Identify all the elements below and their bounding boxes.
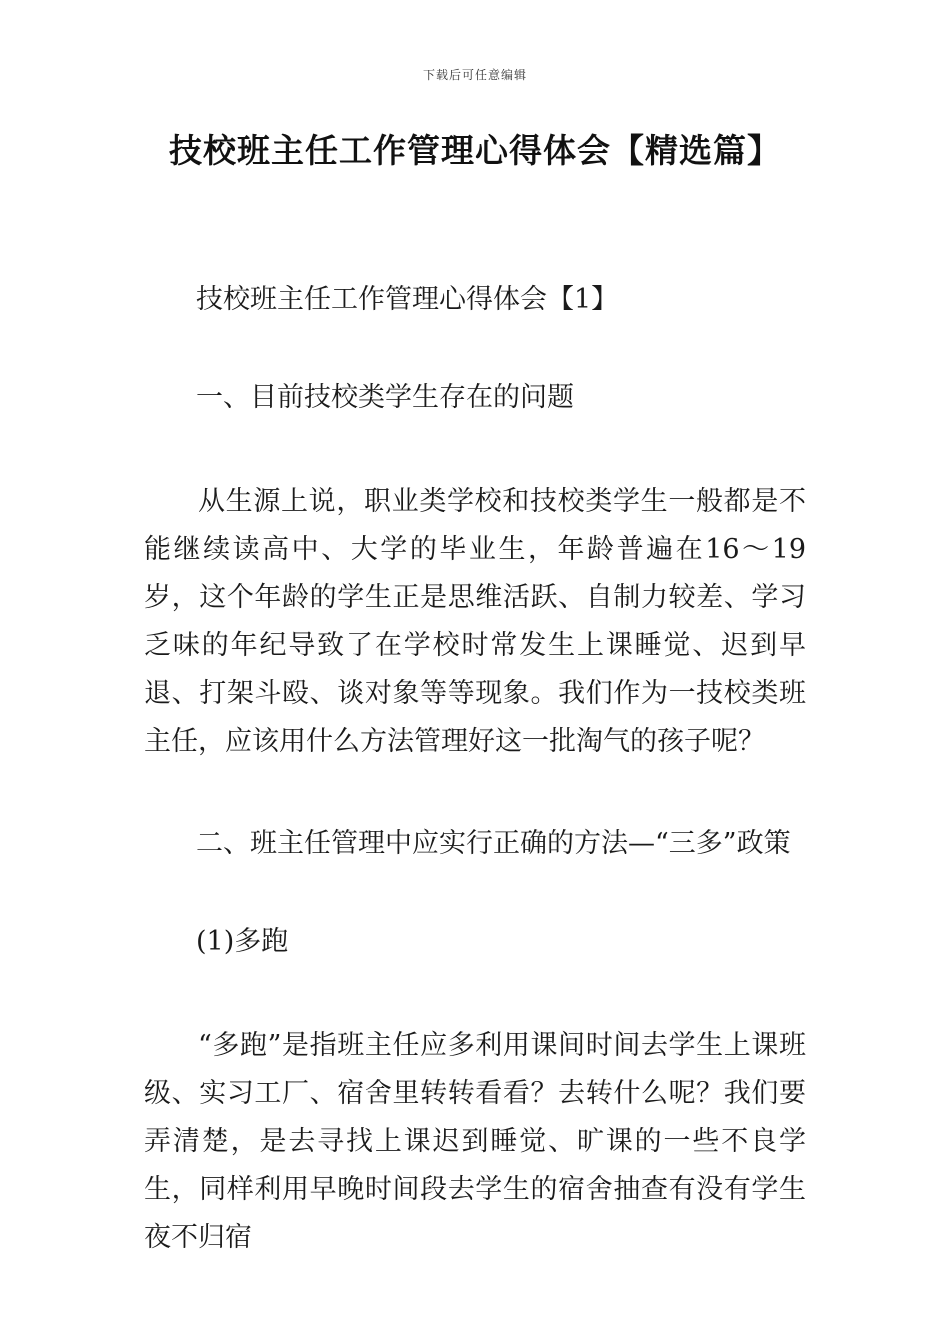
section-heading-2: 二、班主任管理中应实行正确的方法—“三多”政策 [196, 828, 791, 859]
subtitle: 技校班主任工作管理心得体会【1】 [196, 284, 619, 315]
item-heading-1: (1)多跑 [196, 926, 289, 957]
paragraph-2: “多跑”是指班主任应多利用课间时间去学生上课班级、实习工厂、宿舍里转转看看？去转什么呢？我们要弄清楚，是去寻找上课迟到睡觉、旷课的一些不良学生，同样利用早晚时间段去学生的宿舍抽查有没有学生夜不归宿 [144, 1030, 806, 1253]
section-heading-1: 一、目前技校类学生存在的问题 [196, 382, 574, 413]
document-title: 技校班主任工作管理心得体会【精选篇】 [169, 131, 781, 170]
header-note: 下载后可任意编辑 [422, 68, 527, 82]
paragraph-1: 从生源上说，职业类学校和技校类学生一般都是不能继续读高中、大学的毕业生，年龄普遍在16～19岁，这个年龄的学生正是思维活跃、自制力较差、学习乏味的年纪导致了在学校时常发生上课睡觉、迟到早退、打架斗殴、谈对象等等现象。我们作为一技校类班主任，应该用什么方法管理好这一批淘气的孩子呢？ [144, 486, 806, 757]
